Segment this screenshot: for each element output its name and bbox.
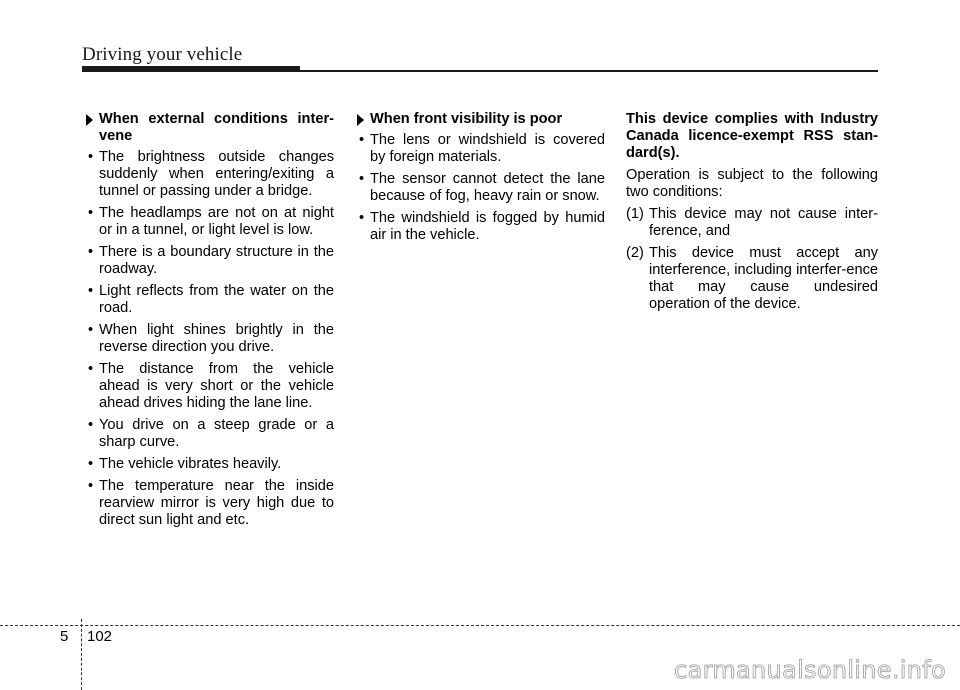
list-item: • The sensor cannot detect the lane because of fog, heavy rain or snow.	[359, 171, 605, 204]
list-item: • The brightness outside changes suddenly when entering/exiting a tunnel or passing under a bridge.	[88, 149, 334, 199]
compliance-statement: This device complies with Industry Canada licence-exempt RSS stan-dard(s).	[626, 111, 878, 161]
bullet-dot-icon: •	[88, 205, 94, 221]
bullet-list	[82, 149, 334, 529]
conditions-intro: Operation is subject to the following two conditions:	[626, 167, 878, 200]
header-rule-thin	[300, 70, 878, 72]
bullet-dot-icon: •	[88, 149, 94, 165]
chapter-number: 5	[60, 628, 69, 645]
bullet-dot-icon: •	[88, 322, 94, 338]
footer-divider	[0, 625, 960, 626]
list-item: • When light shines brightly in the reverse direction you drive.	[88, 322, 334, 355]
list-item: (2) This device must accept any interference, including interfer-ence that may cause undesired operation of the device.	[626, 245, 878, 312]
bullet-dot-icon: •	[359, 171, 365, 187]
column-front-visibility	[353, 111, 605, 249]
list-item: • The vehicle vibrates heavily.	[88, 456, 282, 472]
bullet-dot-icon: •	[359, 132, 365, 148]
bullet-dot-icon: •	[88, 283, 94, 299]
triangle-bullet-icon	[86, 114, 93, 126]
bullet-dot-icon: •	[88, 478, 94, 494]
triangle-bullet-icon	[357, 114, 364, 126]
list-item: • There is a boundary structure in the roadway.	[88, 244, 334, 277]
bullet-dot-icon: •	[88, 244, 94, 260]
watermark: carmanualsonline.info	[674, 656, 946, 684]
page-number: 102	[87, 628, 113, 645]
bullet-list	[353, 132, 605, 244]
heading-external-conditions: When external conditions inter-vene	[82, 111, 334, 145]
bullet-dot-icon: •	[359, 210, 365, 226]
bullet-dot-icon: •	[88, 456, 94, 472]
list-item: • The lens or windshield is covered by foreign materials.	[359, 132, 605, 165]
list-item: • You drive on a steep grade or a sharp curve.	[88, 417, 334, 450]
column-compliance	[626, 111, 878, 318]
list-item: • The headlamps are not on at night or in a tunnel, or light level is low.	[88, 205, 334, 238]
conditions-list	[626, 206, 878, 313]
section-title: Driving your vehicle	[82, 44, 243, 65]
list-item: • The distance from the vehicle ahead is very short or the vehicle ahead drives hiding the lane line.	[88, 361, 334, 411]
bullet-dot-icon: •	[88, 417, 94, 433]
list-item: • The windshield is fogged by humid air in the vehicle.	[359, 210, 605, 243]
column-external-conditions	[82, 111, 334, 534]
list-item: (1) This device may not cause inter-ference, and	[626, 206, 878, 239]
footer-vertical-divider	[81, 619, 82, 690]
list-item: • Light reflects from the water on the road.	[88, 283, 334, 316]
heading-front-visibility: When front visibility is poor	[353, 111, 605, 128]
header-rule-thick	[82, 66, 300, 72]
bullet-dot-icon: •	[88, 361, 94, 377]
list-item: • The temperature near the inside rearview mirror is very high due to direct sun light and etc.	[88, 478, 334, 528]
